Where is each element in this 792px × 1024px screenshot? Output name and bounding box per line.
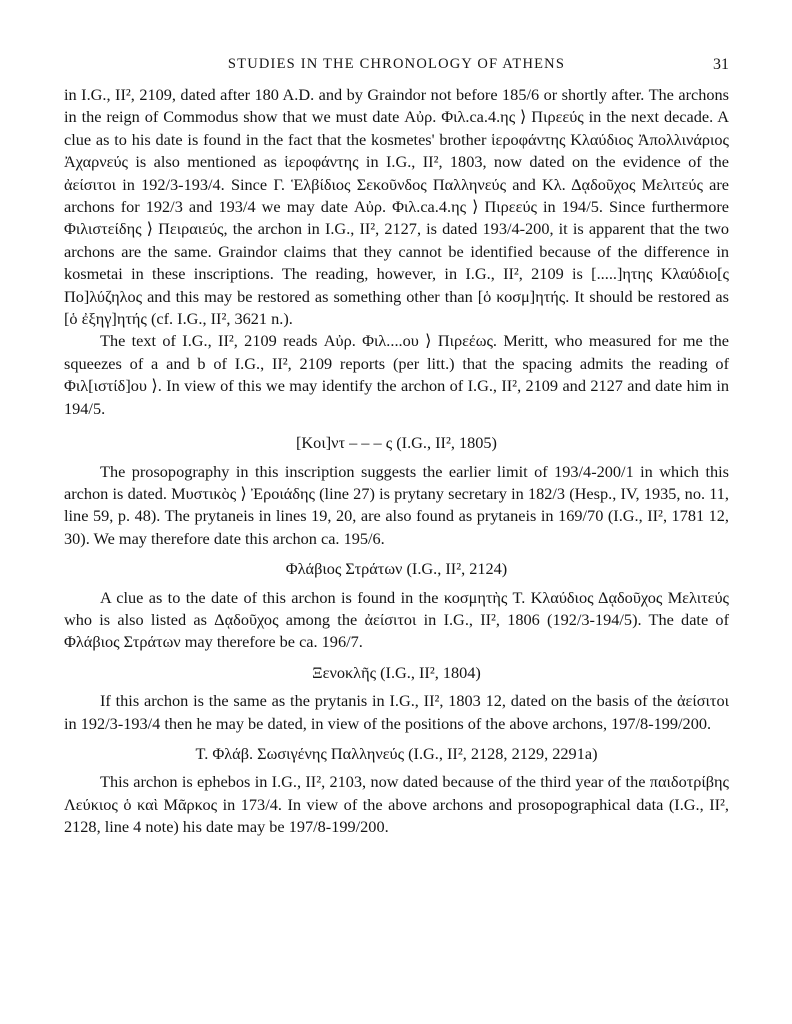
- paragraph-1: in I.G., II², 2109, dated after 180 A.D. and by Graindor not before 185/6 or shortly after. The archons in the reign of Commodus show that we must date Αὐρ. Φιλ.ca.4.ης ⟩ Πιρεεύς in the next decade. A clue as to his date is found in the fact that the kosmetes' brother ἱεροφάντης Κλαύδιος Ἀπολλινάριος Ἀχαρνεύς is also mentioned as ἱεροφάντης in I.G., II², 1803, now dated on the evidence of the ἀείσιτοι in 192/3-193/4. Since Γ. Ἑλβίδιος Σεκοῦνδος Παλληνεύς and Κλ. Δᾳδοῦχος Μελιτεύς are archons for 192/3 and 193/4 we may date Αὐρ. Φιλ.ca.4.ης ⟩ Πιρεεύς in 194/5. Since furthermore Φιλιστείδης ⟩ Πειραιεύς, the archon in I.G., II², 2127, is dated 193/4-200, it is apparent that the two archons are the same. Graindor claims that they cannot be identified because of the difference in kosmetai in these inscriptions. The reading, however, in I.G., II², 2109 is [.....]ητης Κλαύδιο[ς Πο]λύζηλος and this may be restored as something other than [ὁ κοσμ]ητής. It should be restored as [ὁ ἐξηγ]ητής (cf. I.G., II², 3621 n.).: [64, 85, 729, 329]
- section-heading-3: Ξενοκλῆς (I.G., II², 1804): [312, 662, 481, 682]
- paragraph-6: This archon is ephebos in I.G., II², 2103, now dated because of the third year of the παιδοτρίβης Λεύκιος ὁ καὶ Μᾶρκος in 173/4. In view of the above archons and prosopographical data (I.G., II², 2128, line 4 note) his date may be 197/8-199/200.: [64, 772, 729, 837]
- running-header: [64, 56, 729, 84]
- section-heading-1: [Κοι]ντ – – – ς (I.G., II², 1805): [296, 433, 497, 453]
- running-title: STUDIES IN THE CHRONOLOGY OF ATHENS: [227, 56, 566, 72]
- paragraph-5: If this archon is the same as the prytanis in I.G., II², 1803 12, dated on the basis of the ἀείσιτοι in 192/3-193/4 then he may be dated, in view of the positions of the above archons, 197/8-199/200.: [64, 691, 729, 733]
- section-heading-4: Τ. Φλάβ. Σωσιγένης Παλληνεύς (I.G., II², 2128, 2129, 2291a): [195, 743, 598, 763]
- paragraph-4: A clue as to the date of this archon is found in the κοσμητὴς Τ. Κλαύδιος Δᾳδοῦχος Μελιτεύς who is also listed as Δᾳδοῦχος among the ἀείσιτοι in I.G., II², 1806 (192/3-194/5). The date of Φλάβιος Στράτων may therefore be ca. 196/7.: [64, 587, 729, 652]
- section-heading-2: Φλάβιος Στράτων (I.G., II², 2124): [285, 559, 508, 579]
- paragraph-2: The text of I.G., II², 2109 reads Αὐρ. Φιλ....ου ⟩ Πιρεέως. Meritt, who measured for me the squeezes of a and b of I.G., II², 2109 reports (per litt.) that the spacing admits the reading of Φιλ[ιστίδ]ου ⟩. In view of this we may identify the archon of I.G., II², 2109 and 2127 and date him in 194/5.: [64, 331, 729, 418]
- page-number: 31: [713, 56, 729, 73]
- paragraph-3: The prosopography in this inscription suggests the earlier limit of 193/4-200/1 in which this archon is dated. Μυστικὸς ⟩ Ἐροιάδης (line 27) is prytany secretary in 182/3 (Hesp., IV, 1935, no. 11, line 59, p. 48). The prytaneis in lines 19, 20, are also found as prytaneis in 169/70 (I.G., II², 1781 12, 30). We may therefore date this archon ca. 195/6.: [64, 461, 729, 548]
- page: [64, 56, 729, 839]
